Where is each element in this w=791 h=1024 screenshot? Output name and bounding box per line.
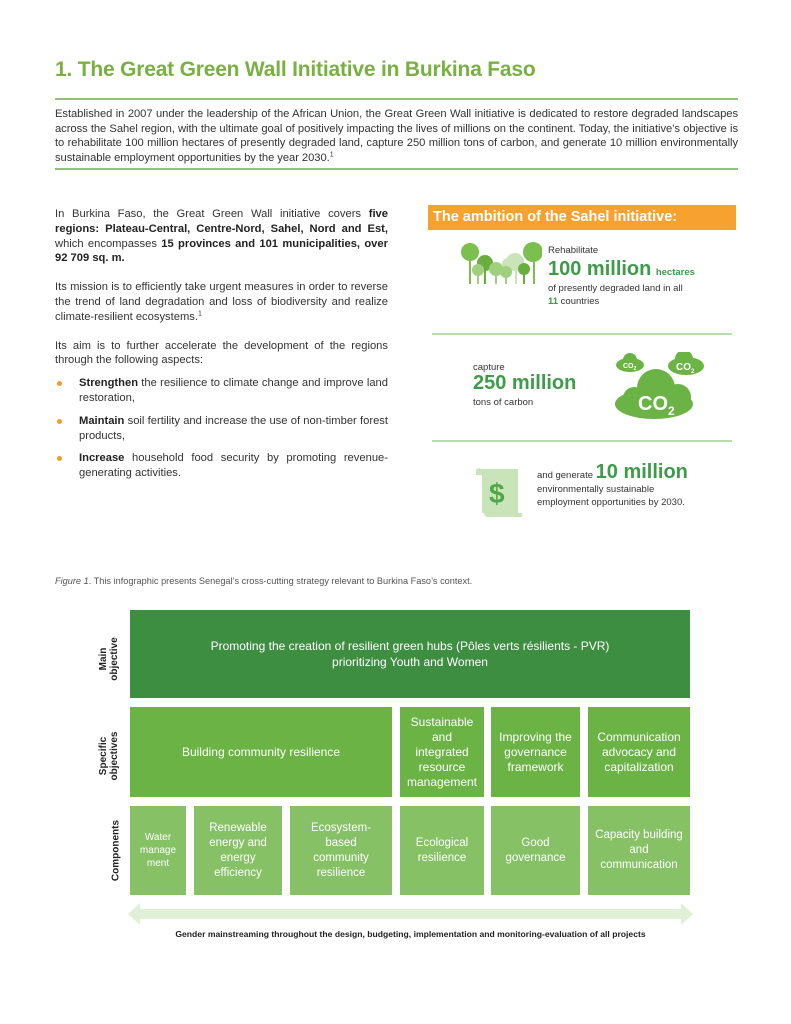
list-item: Maintain soil fertility and increase the use of non-timber forest products, — [55, 414, 388, 444]
component-box: Water manage ment — [130, 806, 186, 895]
hectares-stat: 100 million hectares — [548, 258, 695, 280]
employment-stat: and generate 10 million — [537, 461, 688, 483]
row-label-main: Main objective — [98, 637, 120, 681]
row-label-components: Components — [110, 819, 122, 882]
list-item: Increase household food security by promoting revenue-generating activities. — [55, 451, 388, 481]
bullet-icon — [57, 381, 62, 386]
divider-bottom — [55, 168, 738, 170]
co2-clouds-icon — [612, 352, 707, 420]
gender-note: Gender mainstreaming throughout the design, budgeting, implementation and monitoring-evaluation of all projects — [175, 929, 646, 939]
aspects-list — [55, 376, 388, 481]
bullet-icon — [57, 419, 62, 424]
figure-caption: Figure 1. This infographic presents Senegal’s cross-cutting strategy relevant to Burkina Faso’s context. — [55, 576, 473, 586]
component-box: Ecological resilience — [400, 806, 484, 895]
svg-text:CO2: $CO_2$ — [676, 362, 695, 375]
row-label-specific: Specific objectives — [98, 731, 120, 781]
carbon-stat: 250 million — [473, 372, 577, 394]
intro-paragraph: Established in 2007 under the leadership of the African Union, the Great Green Wall initiative is dedicated to restore degraded landscapes across the Sahel region, with the ultimate goal of positively impacting the lives of millions on the continent. Today, the initiative’s objective is to rehabilitate 100 million hectares of presently degraded land, capture 250 million tons of carbon, and generate 10 million environmentally sustainable employment opportunities by the year 2030.$^1$ — [55, 108, 738, 164]
specific-objective-box: Building community resilience — [130, 707, 392, 797]
specific-objective-box: Improving the governance framework — [491, 707, 580, 797]
svg-text:CO2: $CO_2$ — [623, 363, 637, 372]
hectares-detail: of presently degraded land in all 11 countries — [548, 283, 683, 307]
main-objective-box: Promoting the creation of resilient green hubs (Pôles verts résilients - PVR) prioritizing Youth and Women — [130, 610, 690, 698]
component-box: Ecosystem-based community resilience — [290, 806, 392, 895]
carbon-detail: tons of carbon — [473, 397, 534, 408]
aim-paragraph: Its aim is to further accelerate the development of the regions through the following aspects: — [55, 339, 388, 367]
footnote-ref: 1 — [329, 151, 334, 159]
trees-icon — [460, 240, 542, 290]
ambition-header: The ambition of the Sahel initiative: — [428, 205, 736, 230]
bullet-icon — [57, 456, 62, 461]
coverage-paragraph: In Burkina Faso, the Great Green Wall initiative covers five regions: Plateau-Central, Centre-Nord, Sahel, Nord and Est, which encompasses 15 provinces and 101 municipalities, over 92 709 sq. m. — [55, 208, 388, 265]
list-item: Strengthen the resilience to climate change and improve land restoration, — [55, 376, 388, 406]
divider-top — [55, 98, 738, 100]
component-box: Renewable energy and energy efficiency — [194, 806, 282, 895]
money-scroll-icon — [474, 467, 524, 519]
svg-text:$: $ — [489, 478, 505, 509]
capture-label: capture — [473, 362, 505, 373]
specific-objective-box: Sustainable and integrated resource management — [400, 707, 484, 797]
ambition-divider-1 — [432, 333, 732, 335]
left-column — [55, 207, 388, 489]
component-box: Good governance — [491, 806, 580, 895]
specific-objective-box: Communication advocacy and capitalization — [588, 707, 690, 797]
double-arrow-icon — [128, 902, 693, 926]
component-box: Capacity building and communication — [588, 806, 690, 895]
ambition-divider-2 — [432, 440, 732, 442]
mission-paragraph: Its mission is to efficiently take urgent measures in order to reverse the trend of land degradation and loss of biodiversity and realize climate-resilient ecosystems.$^1$ — [55, 281, 388, 323]
employment-detail: environmentally sustainable employment opportunities by 2030. — [537, 484, 685, 508]
svg-text:CO2: $CO_2$ — [638, 393, 675, 418]
rehabilitate-label: Rehabilitate — [548, 245, 599, 256]
section-title: 1. The Great Green Wall Initiative in Burkina Faso — [55, 58, 536, 81]
